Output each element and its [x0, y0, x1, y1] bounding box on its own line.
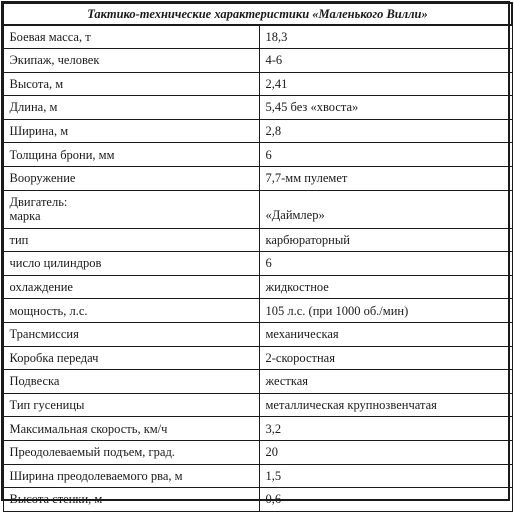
table-row — [3, 488, 512, 512]
table-row-engine — [3, 190, 512, 228]
parameter-name: Длина, м — [3, 96, 259, 120]
table-row — [3, 346, 512, 370]
table-row — [3, 119, 512, 143]
table-row — [3, 417, 512, 441]
parameter-value: 18,3 — [259, 25, 512, 49]
table-row — [3, 275, 512, 299]
parameter-name: мощность, л.с. — [3, 299, 259, 323]
parameter-name: охлаждение — [3, 275, 259, 299]
specifications-table — [2, 2, 513, 512]
parameter-value: 1,5 — [259, 464, 512, 488]
table-row — [3, 252, 512, 276]
parameter-name: Ширина, м — [3, 119, 259, 143]
table-row — [3, 25, 512, 49]
parameter-value: 6 — [259, 143, 512, 167]
parameter-value: 3,2 — [259, 417, 512, 441]
table-row — [3, 464, 512, 488]
table-row — [3, 393, 512, 417]
parameter-name: Боевая масса, т — [3, 25, 259, 49]
parameter-name: Высота, м — [3, 72, 259, 96]
engine-brand-label: марка — [9, 209, 41, 224]
parameter-value: жесткая — [259, 370, 512, 394]
parameter-value: 2-скоростная — [259, 346, 512, 370]
parameter-value: 105 л.с. (при 1000 об./мин) — [259, 299, 512, 323]
parameter-name: Тип гусеницы — [3, 393, 259, 417]
table-title-row — [3, 3, 512, 25]
parameter-value: 6 — [259, 252, 512, 276]
parameter-name: Высота стенки, м — [3, 488, 259, 512]
parameter-value: 20 — [259, 441, 512, 465]
parameter-value: 4-6 — [259, 49, 512, 73]
parameter-value: «Даймлер» — [259, 190, 512, 228]
parameter-value: жидкостное — [259, 275, 512, 299]
table-title: Тактико-технические характеристики «Маленького Вилли» — [3, 3, 512, 25]
table-row — [3, 49, 512, 73]
parameter-name: Трансмиссия — [3, 323, 259, 347]
parameter-name: Толщина брони, мм — [3, 143, 259, 167]
parameter-value: 5,45 без «хвоста» — [259, 96, 512, 120]
parameter-value: 0,6 — [259, 488, 512, 512]
parameter-value: механическая — [259, 323, 512, 347]
parameter-value: 7,7-мм пулемет — [259, 167, 512, 191]
table-row — [3, 441, 512, 465]
parameter-value: карбюраторный — [259, 228, 512, 252]
table-row — [3, 72, 512, 96]
parameter-name: Максимальная скорость, км/ч — [3, 417, 259, 441]
parameter-name: тип — [3, 228, 259, 252]
table-row — [3, 228, 512, 252]
parameter-name — [3, 190, 259, 228]
parameter-name: Вооружение — [3, 167, 259, 191]
parameter-name: число цилиндров — [3, 252, 259, 276]
table-row — [3, 143, 512, 167]
table-row — [3, 96, 512, 120]
parameter-value: 2,41 — [259, 72, 512, 96]
parameter-name: Подвеска — [3, 370, 259, 394]
parameter-value: 2,8 — [259, 119, 512, 143]
table-row — [3, 299, 512, 323]
engine-group-label: Двигатель: — [9, 194, 68, 209]
parameter-value: металлическая крупнозвенчатая — [259, 393, 512, 417]
table-row — [3, 370, 512, 394]
table-row — [3, 167, 512, 191]
parameter-name: Преодолеваемый подъем, град. — [3, 441, 259, 465]
parameter-name: Ширина преодолеваемого рва, м — [3, 464, 259, 488]
parameter-name: Экипаж, человек — [3, 49, 259, 73]
table-row — [3, 323, 512, 347]
parameter-name: Коробка передач — [3, 346, 259, 370]
